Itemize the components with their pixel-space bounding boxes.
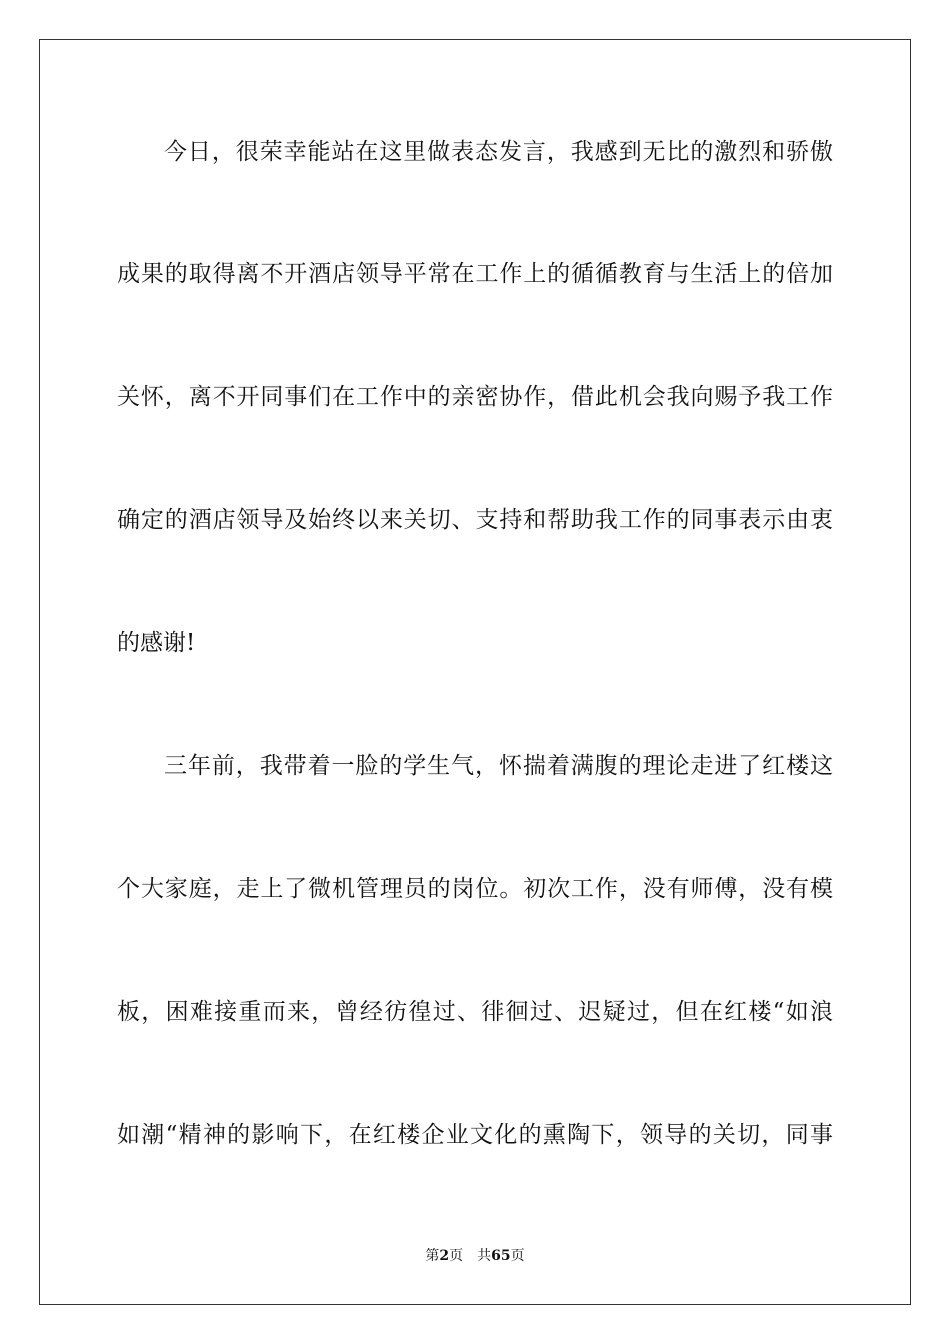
page-number: 2	[439, 1248, 450, 1264]
paragraph-line: 确定的酒店领导及始终以来关切、支持和帮助我工作的同事表示由衷	[117, 507, 833, 533]
paragraph-line: 的感谢!	[117, 630, 196, 656]
page-footer	[0, 1246, 950, 1266]
paragraph-line: 关怀，离不开同事们在工作中的亲密协作，借此机会我向赐予我工作	[117, 384, 833, 410]
total-prefix: 共	[477, 1248, 492, 1264]
page-border	[39, 39, 911, 1305]
paragraph-line: 如潮“精神的影响下，在红楼企业文化的熏陶下，领导的关切，同事	[117, 1122, 833, 1148]
paragraph-line: 板，困难接重而来，曾经彷徨过、徘徊过、迟疑过，但在红楼“如浪	[117, 999, 833, 1025]
page-prefix: 第	[425, 1248, 440, 1264]
paragraph-line: 个大家庭，走上了微机管理员的岗位。初次工作，没有师傅，没有模	[117, 876, 833, 902]
total-pages: 65	[491, 1248, 511, 1264]
paragraph-line: 今日，很荣幸能站在这里做表态发言，我感到无比的激烈和骄傲	[164, 139, 833, 165]
page-suffix: 页	[449, 1248, 464, 1264]
total-suffix: 页	[510, 1248, 525, 1264]
paragraph-line: 成果的取得离不开酒店领导平常在工作上的循循教育与生活上的倍加	[117, 261, 833, 287]
paragraph-line: 三年前，我带着一脸的学生气，怀揣着满腹的理论走进了红楼这	[164, 753, 833, 779]
